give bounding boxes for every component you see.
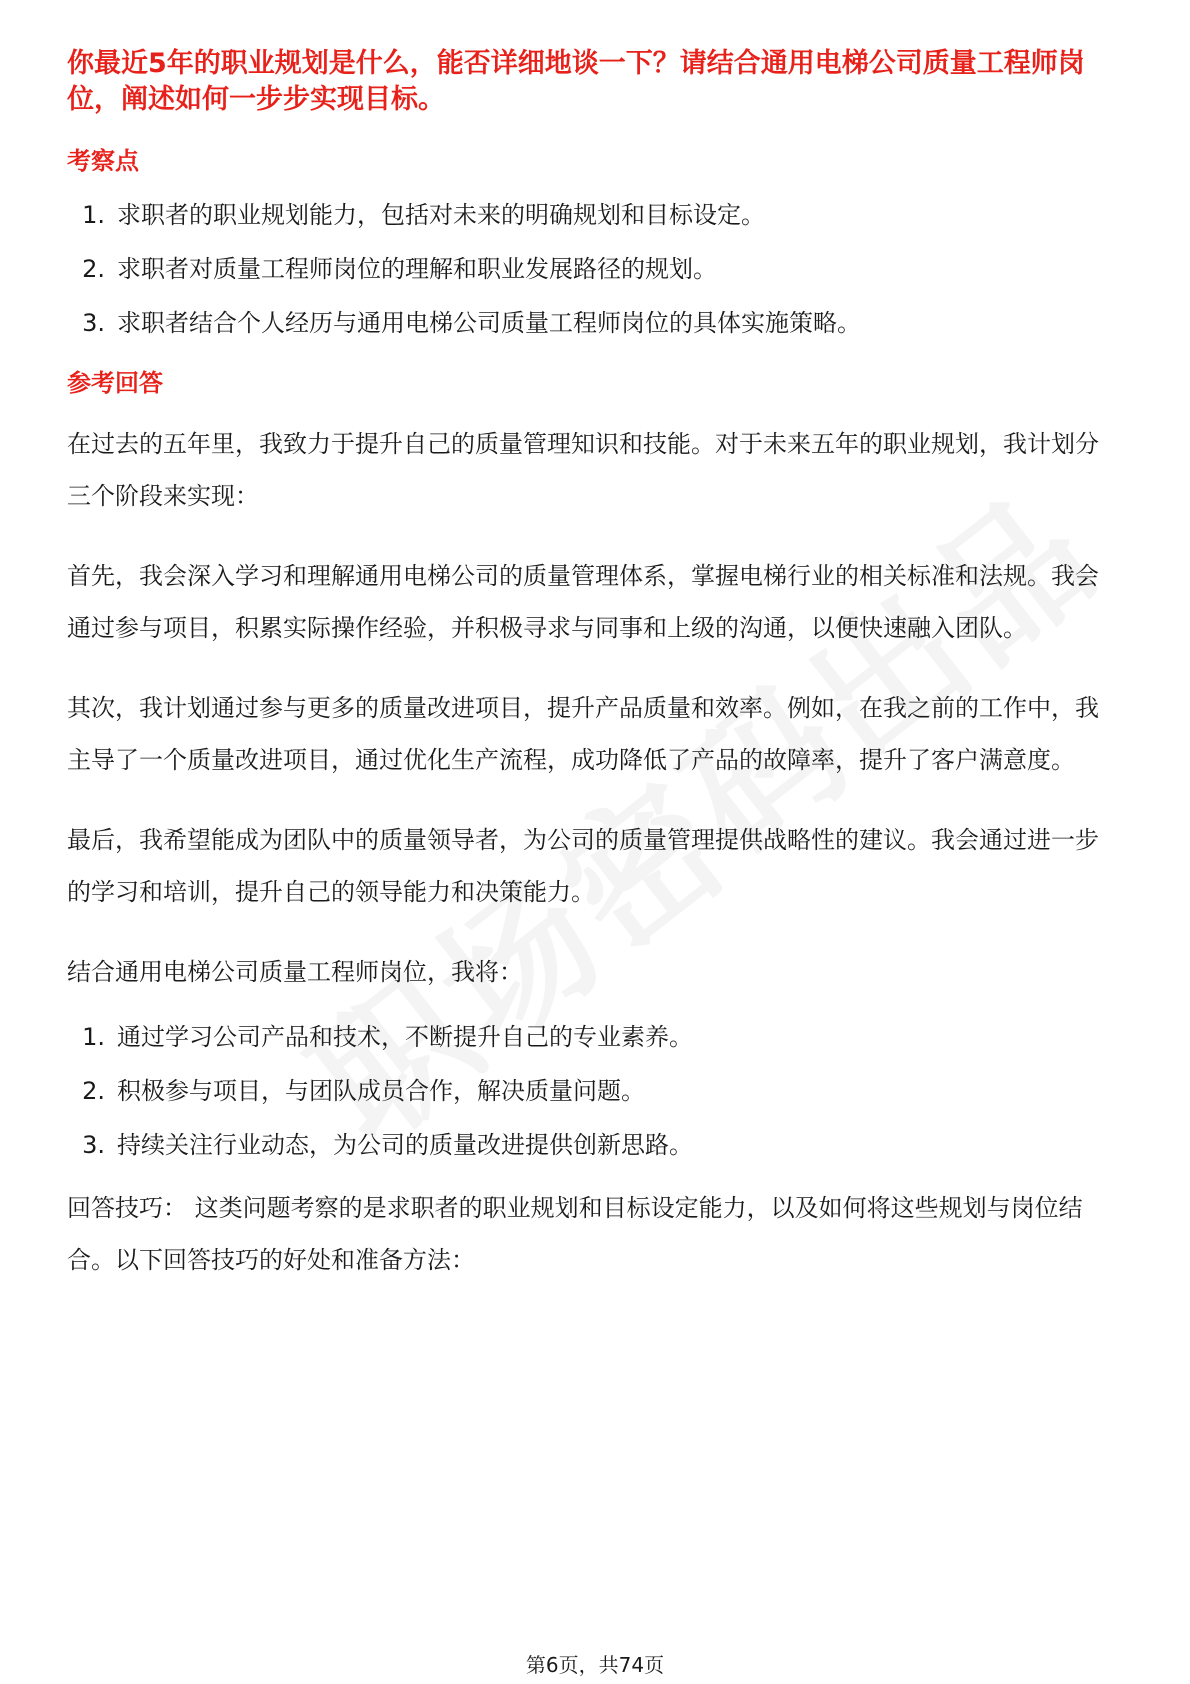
answer-paragraph-intro: 在过去的五年里，我致力于提升自己的质量管理知识和技能。对于未来五年的职业规划，我计划分三个阶段来实现： [67,430,1099,510]
list-item [67,198,1127,232]
list-item-text: 通过学习公司产品和技术，不断提升自己的专业素养。 [117,1023,693,1051]
answer-paragraph-final-stage: 最后，我希望能成为团队中的质量领导者，为公司的质量管理提供战略性的建议。我会通过进一步的学习和培训，提升自己的领导能力和决策能力。 [67,826,1099,906]
answer-paragraph-first-stage: 首先，我会深入学习和理解通用电梯公司的质量管理体系，掌握电梯行业的相关标准和法规。我会通过参与项目，积累实际操作经验，并积极寻求与同事和上级的沟通，以便快速融入团队。 [67,562,1099,642]
list-number: 1. [82,1023,105,1051]
list-number: 1. [82,201,105,229]
answer-tips-paragraph: 回答技巧： 这类问题考察的是求职者的职业规划和目标设定能力，以及如何将这些规划与岗位结合。以下回答技巧的好处和准备方法： [67,1194,1083,1274]
answer-paragraph-second-stage: 其次，我计划通过参与更多的质量改进项目，提升产品质量和效率。例如，在我之前的工作中，我主导了一个质量改进项目，通过优化生产流程，成功降低了产品的故障率，提升了客户满意度。 [67,694,1099,774]
plan-items-list [67,1020,1127,1162]
list-item [67,252,1127,286]
list-item-text: 求职者的职业规划能力，包括对未来的明确规划和目标设定。 [117,201,765,229]
list-item-text: 求职者结合个人经历与通用电梯公司质量工程师岗位的具体实施策略。 [117,309,861,337]
list-number: 3. [82,309,105,337]
list-item [67,306,1127,340]
question-heading: 你最近5年的职业规划是什么，能否详细地谈一下？请结合通用电梯公司质量工程师岗位，阐述如何一步步实现目标。 [67,48,1085,115]
list-item-text: 持续关注行业动态，为公司的质量改进提供创新思路。 [117,1131,693,1159]
page-content [67,46,1127,1286]
list-item [67,1128,1127,1162]
list-item [67,1074,1127,1108]
list-item-text: 积极参与项目，与团队成员合作，解决质量问题。 [117,1077,645,1105]
list-item-text: 求职者对质量工程师岗位的理解和职业发展路径的规划。 [117,255,717,283]
list-item [67,1020,1127,1054]
section-title-evaluation-points: 考察点 [67,147,139,175]
page-footer: 第6页，共74页 [525,1653,665,1677]
list-number: 2. [82,255,105,283]
answer-paragraph-plan-intro: 结合通用电梯公司质量工程师岗位，我将： [67,958,523,986]
list-number: 3. [82,1131,105,1159]
section-title-reference-answer: 参考回答 [67,369,163,397]
evaluation-points-list [67,198,1127,340]
list-number: 2. [82,1077,105,1105]
